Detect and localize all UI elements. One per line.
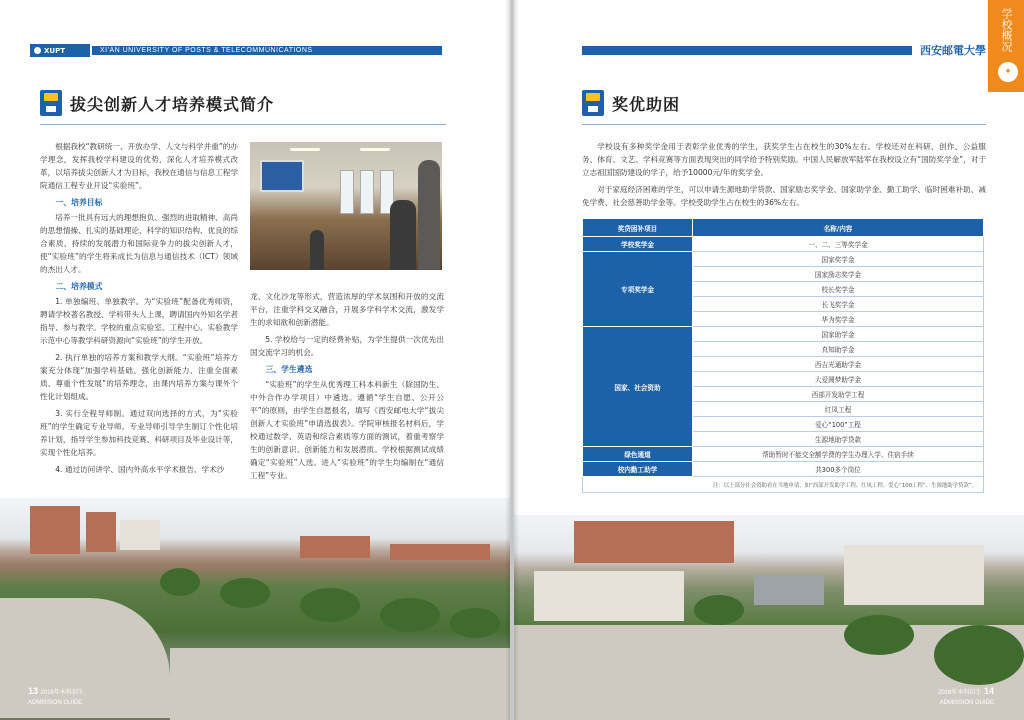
mode-item-4-cont: 龙、文化沙龙等形式，营造浓厚的学术氛围和开放的交流平台，注重学科交叉融合，开展多学科学术交流，激发学生的求知欲和创新潜能。	[250, 292, 444, 327]
left-page	[0, 0, 510, 720]
section-title-text: 拔尖创新人才培养模式简介	[70, 94, 275, 114]
aid-item-cell: 华为奖学金	[693, 312, 984, 327]
aid-category-cell: 绿色通道	[583, 447, 693, 462]
table-note-row	[583, 477, 984, 493]
table-note: 注：以上部分社会资助看在当地申请，如“西部开发助学工程、红凤工程、爱心“100工程”、生源地助学贷款”。	[583, 477, 984, 493]
financial-aid-table	[582, 218, 984, 493]
left-column-text	[40, 140, 238, 480]
heading-select: 三、学生遴选	[265, 365, 313, 374]
university-name-en: XI'AN UNIVERSITY OF POSTS & TELECOMMUNICATIONS	[100, 47, 313, 54]
brand-tag	[30, 44, 90, 57]
header-bar	[582, 46, 912, 55]
section-title-text: 奖优助困	[612, 94, 681, 114]
aid-item-cell: 国家助学金	[693, 327, 984, 342]
page-number: 14	[983, 686, 994, 696]
mode-item-4: 4. 通过访问讲学、国内外高水平学术报告、学术沙	[55, 465, 225, 474]
section-side-tab: 学校概况	[988, 0, 1024, 92]
intro-paragraph: 根据我校“教研统一、开放办学、人文与科学并重”的办学理念，发挥我校学科建设的优势，深化人才培养模式改革，以培养拔尖创新人才为目标，我校在通信与信息工程学院通信工程专业开设“实验班”。	[40, 142, 238, 190]
col-header-content: 名称/内容	[693, 219, 984, 237]
title-rule	[40, 124, 446, 125]
footer-right	[938, 686, 994, 706]
university-name-cn: 西安邮電大學	[920, 44, 986, 57]
aid-item-cell: 长飞奖学金	[693, 297, 984, 312]
classroom-photo	[250, 142, 442, 270]
brand-label: XUPT	[44, 46, 65, 55]
col-header-category: 奖贷困补项目	[583, 219, 693, 237]
aid-item-cell: 真知助学金	[693, 342, 984, 357]
table-row	[583, 447, 984, 462]
mode-item-3: 3. 实行全程导师制。通过双向选择的方式，为“实验班”的学生确定专业导师。专业导师引导学生制订个性化培养计划，指导学生参加科技竞赛、科研项目及毕业设计等，实现个性化培养。	[40, 409, 238, 457]
aid-item-cell: 爱心“100”工程	[693, 417, 984, 432]
awards-paragraph-1: 学校设有多种奖学金用于表彰学业优秀的学生，获奖学生占在校生的30%左右。学校还对在科研、创作、公益服务、体育、文艺、学科竞赛等方面表现突出的同学给予特别奖励。中国人民解放军陆军在我校设立有“国防奖学金”，对于立志祖国国防建设的学子，给予10000元/年的奖学金。	[582, 142, 986, 177]
heading-mode: 二、培养模式	[55, 282, 103, 291]
footer-year: 2016年本科招生	[938, 690, 982, 696]
aid-item-cell: 共300多个岗位	[693, 462, 984, 477]
aid-item-cell: 红凤工程	[693, 402, 984, 417]
page-number: 13	[28, 686, 39, 696]
footer-guide: ADMISSION GUIDE	[28, 700, 83, 706]
aid-item-cell: 西部开发助学工程	[693, 387, 984, 402]
aid-item-cell: 校长奖学金	[693, 282, 984, 297]
aid-item-cell: 国家奖学金	[693, 252, 984, 267]
right-column-text	[250, 290, 444, 486]
footer-left	[28, 686, 84, 706]
section-title-talent	[40, 90, 274, 116]
footer-year: 2016年本科招生	[40, 690, 84, 696]
mode-item-1: 1. 单独编班、单独教学。为“实验班”配备优秀师资，聘请学校著名教授、学科带头人上课，聘请国内外知名学者指导、参与教学。学校的重点实验室、工程中心、实验教学示范中心等教学科研资源向“实验班”的学生开放。	[40, 297, 238, 345]
right-page	[514, 0, 1024, 720]
university-seal-icon: ✦	[996, 60, 1020, 84]
shield-badge-icon	[40, 90, 62, 116]
aid-category-cell: 学校奖学金	[583, 237, 693, 252]
heading-goal: 一、培养目标	[55, 198, 103, 207]
aid-category-cell: 校内勤工助学	[583, 462, 693, 477]
section-title-awards	[582, 90, 680, 116]
table-row	[583, 237, 984, 252]
shield-badge-icon	[582, 90, 604, 116]
title-rule	[582, 124, 986, 125]
aid-category-cell: 专项奖学金	[583, 252, 693, 327]
aid-item-cell: 国家励志奖学金	[693, 267, 984, 282]
table-header-row	[583, 219, 984, 237]
table-row	[583, 327, 984, 342]
xupt-logo-icon	[34, 47, 41, 54]
aid-item-cell: 帮助暂时不能交全额学费的学生办理入学、住宿手续	[693, 447, 984, 462]
awards-paragraph-2: 对于家庭经济困难的学生，可以申请生源地助学贷款、国家励志奖学金、国家助学金、勤工助学、临时困难补助、减免学费、社会慈善助学金等。学校受助学生占在校生的36%左右。	[582, 185, 986, 207]
mode-item-2: 2. 执行单独的培养方案和教学大纲。“实验班”培养方案充分体现“加强学科基础、强化创新能力、注重全面素质、尊重个性发展”的培养理念，由课内培养方案与课外个性化计划组成。	[40, 353, 238, 401]
table-row	[583, 252, 984, 267]
awards-text	[582, 140, 986, 213]
select-paragraph: “实验班”的学生从优秀理工科本科新生（除国防生、中外合作办学项目）中遴选。遵循“学生自愿、公开公平”的原则，由学生自愿报名，填写《西安邮电大学“拔尖创新人才实验班”申请选拔表》。学院审核报名材料后，学校通过数学、英语和综合素质等方面的测试，着重考察学生的创新意识、创新能力和发展潜质。学校根据测试成绩确定“实验班”人选。进入“实验班”的学生均编制在“通信工程”专业。	[250, 380, 444, 480]
aid-item-cell: 生源地助学贷款	[693, 432, 984, 447]
footer-guide: ADMISSION GUIDE	[939, 700, 994, 706]
table-row	[583, 462, 984, 477]
goal-paragraph: 培养一批具有远大的理想抱负、强烈的进取精神、高尚的思想情操、扎实的基础理论、科学的知识结构、优良的综合素质、持续的发展潜力和国际竞争力的拔尖创新人才，使“实验班”的学生将来成长为信息与通信技术（ICT）领域的杰出人才。	[40, 213, 238, 274]
aid-item-cell: 大爱圆梦助学金	[693, 372, 984, 387]
mode-item-5: 5. 学校给与一定的经费补贴，为学生提供一次优先出国交流学习的机会。	[250, 335, 444, 357]
book-gutter	[505, 0, 519, 720]
aid-item-cell: 西吉光通助学金	[693, 357, 984, 372]
aid-item-cell: 一、二、三等奖学金	[693, 237, 984, 252]
aid-category-cell: 国家、社会资助	[583, 327, 693, 447]
